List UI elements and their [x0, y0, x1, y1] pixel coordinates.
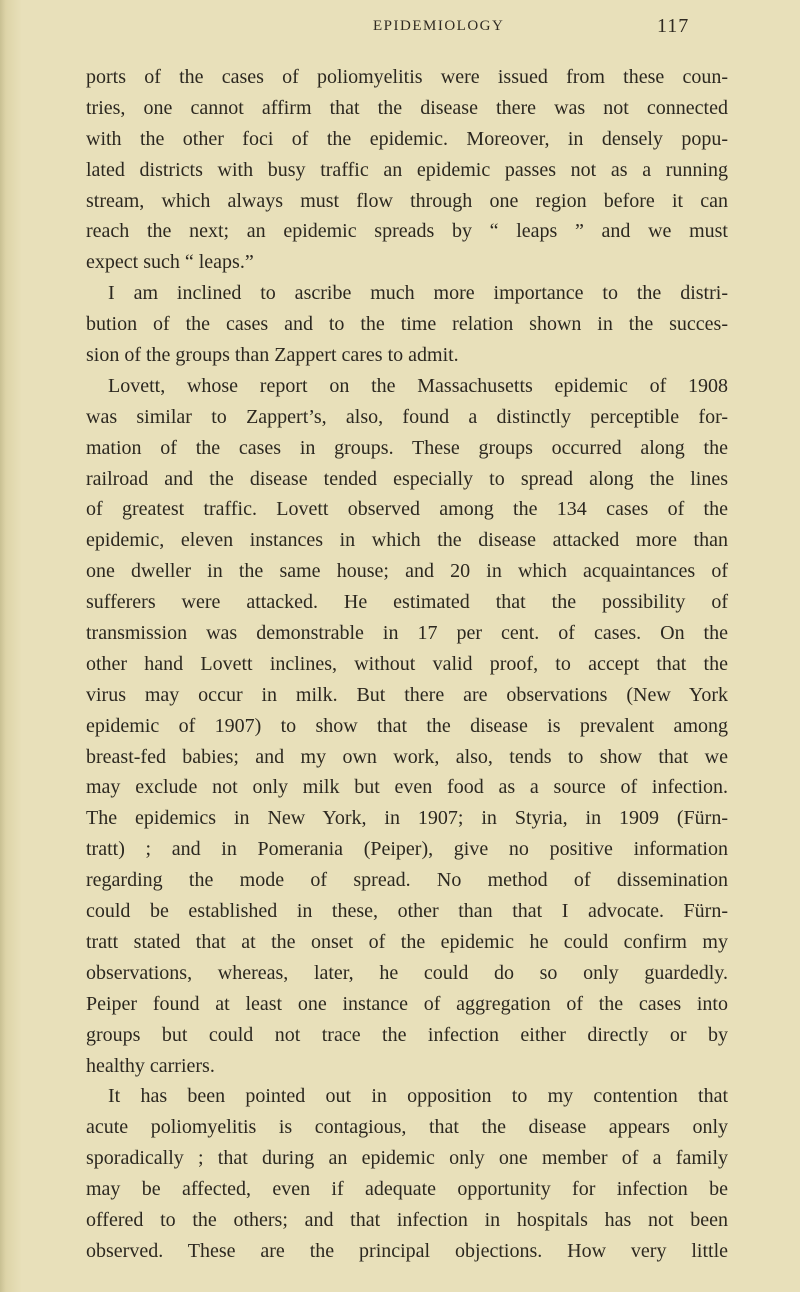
text-line: observations, whereas, later, he could do so only guardedly.	[86, 961, 728, 984]
text-line: mation of the cases in groups. These groups occurred along the	[86, 436, 728, 459]
text-line: with the other foci of the epidemic. Moreover, in densely popu-	[86, 127, 728, 150]
text-line: epidemic of 1907) to show that the disease is prevalent among	[86, 714, 728, 737]
text-line: may exclude not only milk but even food as a source of infection.	[86, 776, 728, 799]
text-line: ports of the cases of poliomyelitis were issued from these coun-	[86, 66, 728, 88]
text-line: virus may occur in milk. But there are observations (New York	[86, 683, 728, 706]
text-line: bution of the cases and to the time relation shown in the succes-	[86, 313, 728, 336]
text-line: epidemic, eleven instances in which the disease attacked more than	[86, 529, 728, 552]
text-line: was similar to Zappert’s, also, found a distinctly perceptible for-	[86, 405, 728, 428]
text-line: reach the next; an epidemic spreads by “ leaps ” and we must	[86, 220, 728, 243]
text-line: transmission was demonstrable in 17 per cent. of cases. On the	[86, 622, 728, 645]
text-line: tries, one cannot affirm that the disease there was not connected	[86, 96, 728, 119]
running-head: EPIDEMIOLOGY	[373, 18, 505, 34]
text-line: regarding the mode of spread. No method of dissemination	[86, 869, 728, 892]
text-line: groups but could not trace the infection either directly or by	[86, 1023, 728, 1046]
text-line: offered to the others; and that infection in hospitals has not been	[86, 1208, 728, 1231]
text-line: sion of the groups than Zappert cares to admit.	[86, 344, 459, 367]
text-line: It has been pointed out in opposition to my contention that	[108, 1085, 728, 1108]
text-line: other hand Lovett inclines, without valid proof, to accept that the	[86, 652, 728, 675]
text-line: could be established in these, other than that I advocate. Fürn-	[86, 900, 728, 923]
text-line: sufferers were attacked. He estimated that the possibility of	[86, 591, 728, 614]
text-line: acute poliomyelitis is contagious, that the disease appears only	[86, 1116, 728, 1139]
text-line: I am inclined to ascribe much more importance to the distri-	[108, 282, 728, 305]
text-line: one dweller in the same house; and 20 in which acquaintances of	[86, 560, 728, 583]
text-line: breast-fed babies; and my own work, also, tends to show that we	[86, 745, 728, 768]
page-header	[0, 15, 800, 42]
text-line: railroad and the disease tended especially to spread along the lines	[86, 467, 728, 490]
text-line: sporadically ; that during an epidemic only one member of a family	[86, 1147, 728, 1170]
text-line: tratt) ; and in Pomerania (Peiper), give no positive information	[86, 838, 728, 861]
text-line: may be affected, even if adequate opportunity for infection be	[86, 1178, 728, 1201]
text-line: tratt stated that at the onset of the epidemic he could confirm my	[86, 930, 728, 953]
text-line: healthy carriers.	[86, 1054, 215, 1077]
text-line: lated districts with busy traffic an epidemic passes not as a running	[86, 158, 728, 181]
page-number: 117	[657, 15, 690, 37]
text-line: observed. These are the principal objections. How very little	[86, 1239, 728, 1262]
text-line: of greatest traffic. Lovett observed among the 134 cases of the	[86, 498, 728, 521]
text-line: Lovett, whose report on the Massachusetts epidemic of 1908	[108, 374, 728, 397]
text-line: stream, which always must flow through one region before it can	[86, 189, 728, 212]
body-text	[86, 62, 728, 1267]
text-line: expect such “ leaps.”	[86, 251, 254, 274]
text-line: Peiper found at least one instance of aggregation of the cases into	[86, 992, 728, 1015]
text-line: The epidemics in New York, in 1907; in Styria, in 1909 (Fürn-	[86, 807, 728, 830]
